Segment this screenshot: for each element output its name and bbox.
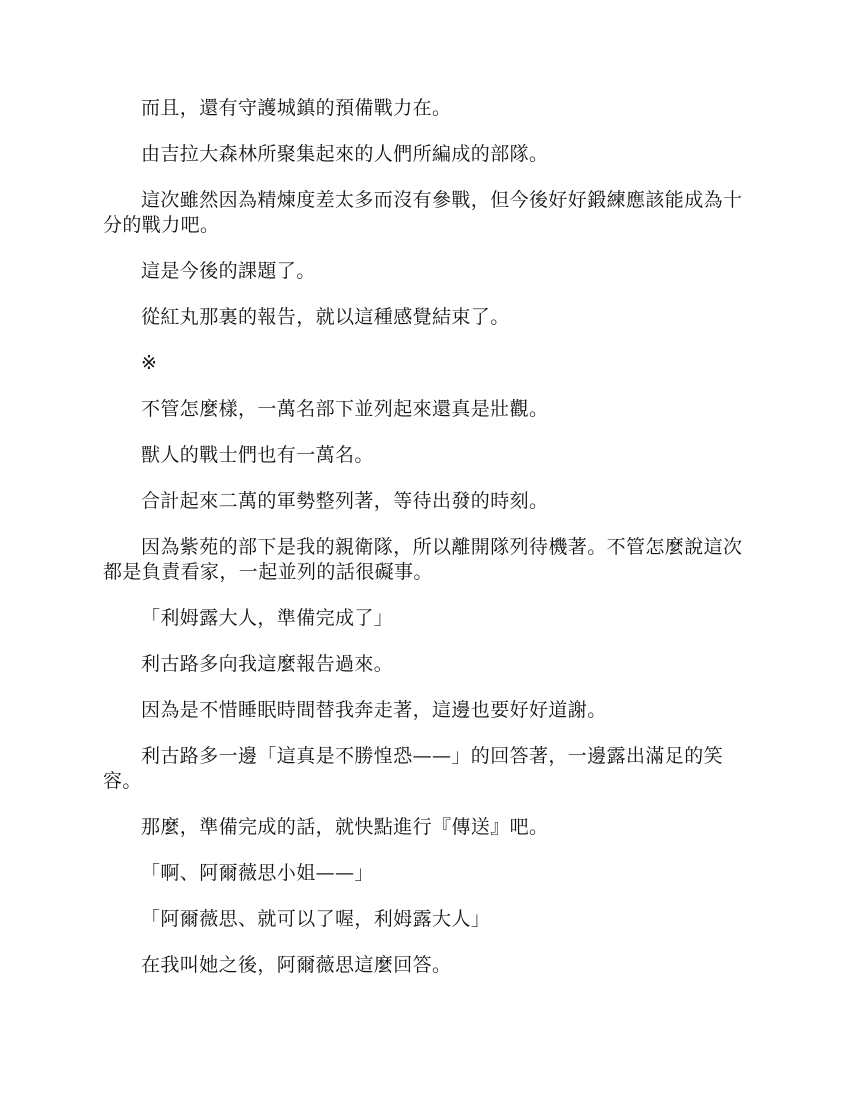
dialogue-line: 「利姆露大人，準備完成了」 — [141, 607, 394, 629]
paragraph: 利古路多向我這麼報告過來。 — [141, 653, 394, 675]
paragraph: 那麼，準備完成的話，就快點進行『傳送』吧。 — [141, 816, 549, 838]
paragraph: 因為是不惜睡眠時間替我奔走著，這邊也要好好道謝。 — [141, 699, 607, 721]
paragraph: 合計起來二萬的軍勢整列著，等待出發的時刻。 — [141, 490, 549, 512]
scene-break-mark: ※ — [141, 352, 158, 374]
paragraph: 由吉拉大森林所聚集起來的人們所編成的部隊。 — [141, 143, 549, 165]
paragraph: 不管怎麼樣，一萬名部下並列起來還真是壯觀。 — [141, 398, 549, 420]
paragraph: 這次雖然因為精煉度差太多而沒有參戰，但今後好好鍛練應該能成為十分的戰力吧。 — [103, 189, 743, 236]
dialogue-line: 「啊、阿爾薇思小姐——」 — [141, 862, 374, 884]
paragraph: 獸人的戰士們也有一萬名。 — [141, 444, 374, 466]
paragraph: 而且，還有守護城鎮的預備戰力在。 — [141, 97, 452, 119]
paragraph: 在我叫她之後，阿爾薇思這麼回答。 — [141, 954, 452, 976]
paragraph: 從紅丸那裏的報告，就以這種感覺結束了。 — [141, 306, 510, 328]
document-body — [103, 96, 750, 999]
paragraph: 利古路多一邊「這真是不勝惶恐——」的回答著，一邊露出滿足的笑容。 — [103, 745, 724, 792]
paragraph: 因為紫苑的部下是我的親衛隊，所以離開隊列待機著。不管怎麼說這次都是負責看家，一起並列的話很礙事。 — [103, 536, 743, 583]
dialogue-line: 「阿爾薇思、就可以了喔，利姆露大人」 — [141, 908, 491, 930]
paragraph: 這是今後的課題了。 — [141, 260, 316, 282]
